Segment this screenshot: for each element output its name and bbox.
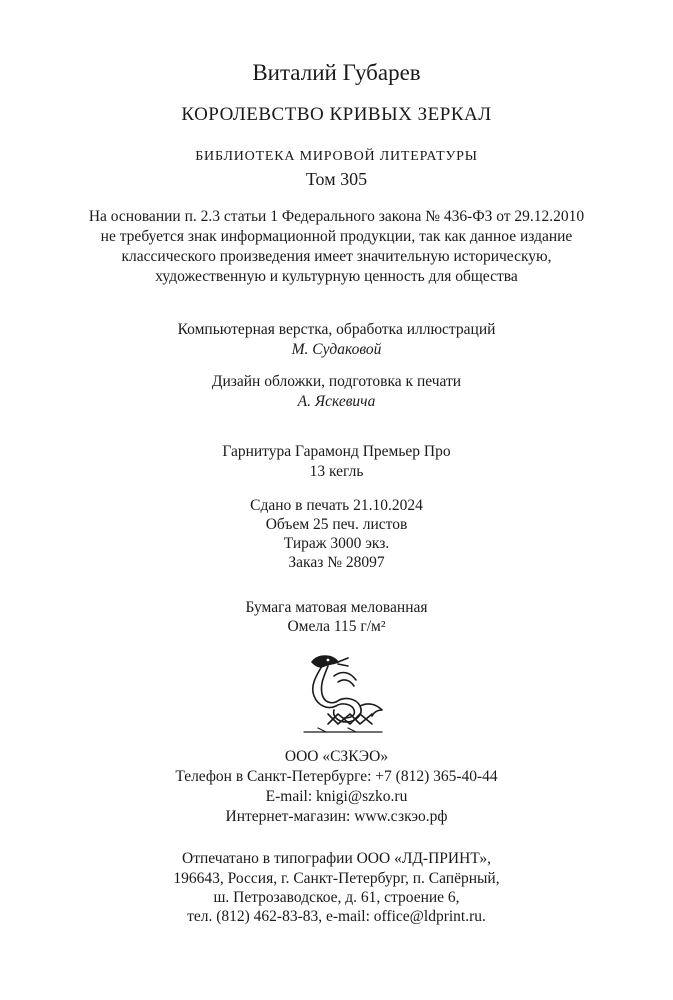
printer-line: ш. Петрозаводское, д. 61, строение 6, — [213, 889, 460, 906]
sent-to-print-date: Сдано в печать 21.10.2024 — [250, 497, 423, 514]
volume-number: Том 305 — [305, 169, 368, 189]
print-volume: Объем 25 печ. листов — [265, 516, 408, 533]
printer-line: тел. (812) 462-83-83, e-mail: office@ldprint.ru. — [187, 908, 486, 925]
legal-notice-line: классического произведения имеет значительную историческую, — [121, 248, 552, 265]
type-size-info: 13 кегль — [309, 463, 364, 480]
author-name: Виталий Губарев — [252, 60, 421, 85]
cover-credit-label: Дизайн обложки, подготовка к печати — [211, 373, 462, 390]
legal-notice-line: художественную и культурную ценность для общества — [155, 268, 518, 285]
publisher-shop: Интернет-магазин: www.сзкэо.рф — [225, 808, 448, 825]
publisher-logo-icon — [298, 652, 388, 738]
publisher-name: ООО «СЗКЭО» — [284, 748, 389, 765]
layout-credit-name: М. Судаковой — [291, 341, 382, 358]
legal-notice-line: На основании п. 2.3 статьи 1 Федерального закона № 436-ФЗ от 29.12.2010 — [88, 208, 585, 225]
legal-notice-line: не требуется знак информационной продукции, так как данное издание — [100, 228, 573, 245]
printer-line: Отпечатано в типографии ООО «ЛД-ПРИНТ», — [182, 850, 491, 867]
publisher-email: E-mail: knigi@szko.ru — [265, 788, 408, 805]
print-run: Тираж 3000 экз. — [283, 535, 390, 552]
printer-line: 196643, Россия, г. Санкт-Петербург, п. Сапёрный, — [173, 870, 500, 887]
publisher-phone: Телефон в Санкт-Петербурге: +7 (812) 365-40-44 — [175, 768, 498, 785]
cover-credit-name: А. Яскевича — [297, 393, 376, 410]
typeface-info: Гарнитура Гарамонд Премьер Про — [222, 443, 451, 460]
book-title: КОРОЛЕВСТВО КРИВЫХ ЗЕРКАЛ — [181, 104, 492, 125]
series-title: БИБЛИОТЕКА МИРОВОЙ ЛИТЕРАТУРЫ — [195, 149, 478, 164]
order-number: Заказ № 28097 — [288, 554, 385, 571]
paper-type: Бумага матовая мелованная — [245, 599, 428, 616]
paper-brand: Омела 115 г/м² — [287, 618, 386, 635]
layout-credit-label: Компьютерная верстка, обработка иллюстраций — [177, 321, 496, 338]
